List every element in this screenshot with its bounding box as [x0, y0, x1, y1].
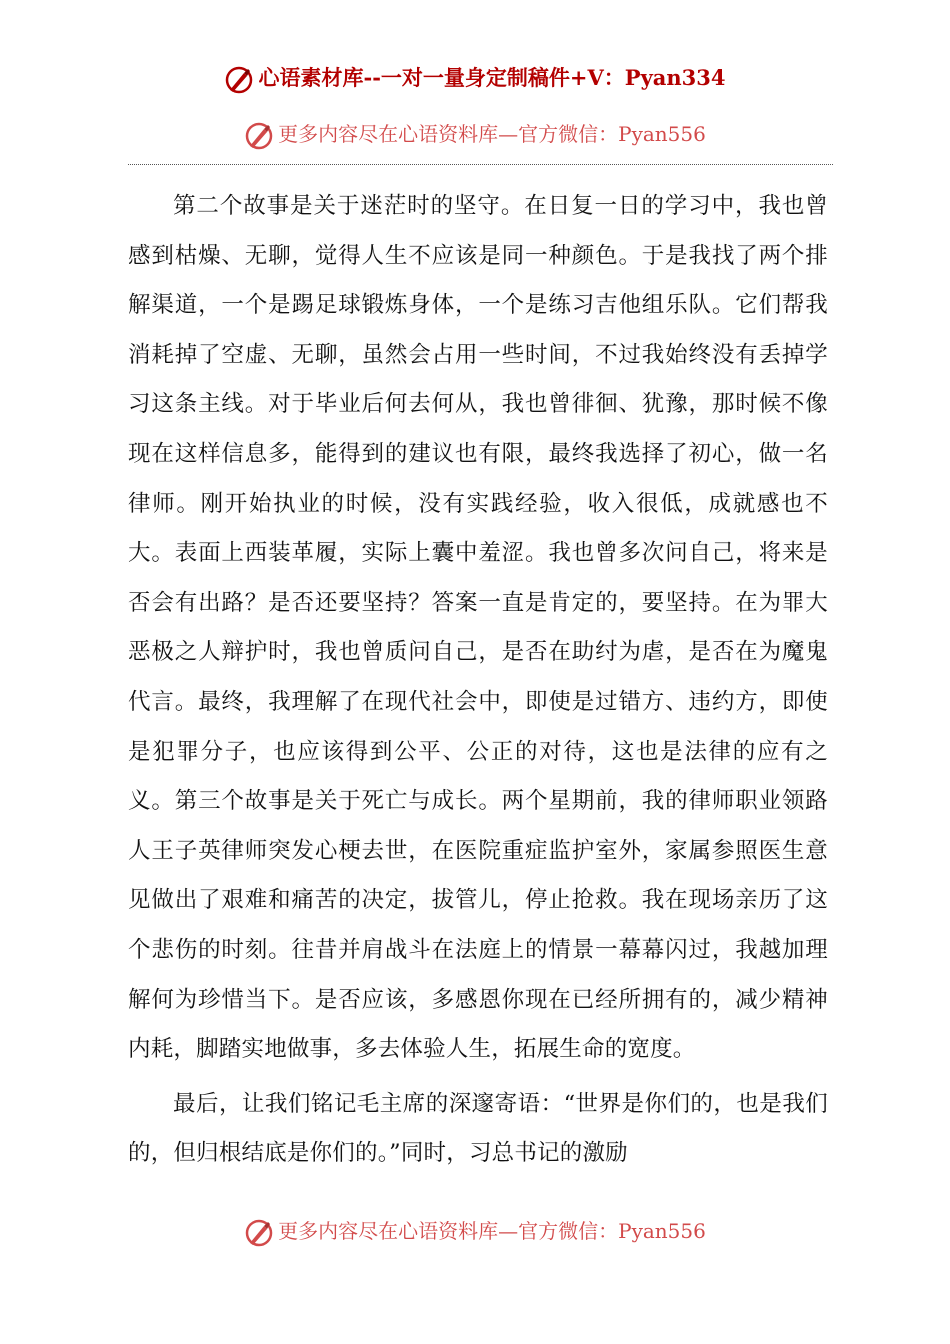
- header-title: 心语素材库--一对一量身定制稿件+V：Pyan334: [258, 65, 726, 90]
- pen-logo-icon: [244, 1218, 274, 1248]
- header-subtitle: 更多内容尽在心语资料库—官方微信：Pyan556: [278, 122, 706, 146]
- body-paragraph: 第二个故事是关于迷茫时的坚守。在日复一日的学习中，我也曾感到枯燥、无聊，觉得人生不应该是同一种颜色。于是我找了两个排解渠道，一个是踢足球锻炼身体，一个是练习吉他组乐队。它们帮我消耗掉了空虚、无聊，虽然会占用一些时间，不过我始终没有丢掉学习这条主线。对于毕业后何去何从，我也曾徘徊、犹豫，那时候不像现在这样信息多，能得到的建议也有限，最终我选择了初心，做一名律师。刚开始执业的时候，没有实践经验，收入很低，成就感也不大。表面上西装革履，实际上囊中羞涩。我也曾多次问自己，将来是否会有出路？是否还要坚持？答案一直是肯定的，要坚持。在为罪大恶极之人辩护时，我也曾质问自己，是否在助纣为虐，是否在为魔鬼代言。最终，我理解了在现代社会中，即使是过错方、违约方，即使是犯罪分子，也应该得到公平、公正的对待，这也是法律的应有之义。第三个故事是关于死亡与成长。两个星期前，我的律师职业领路人王子英律师突发心梗去世，在医院重症监护室外，家属参照医生意见做出了艰难和痛苦的决定，拔管儿，停止抢救。我在现场亲历了这个悲伤的时刻。往昔并肩战斗在法庭上的情景一幕幕闪过，我越加理解何为珍惜当下。是否应该，多感恩你现在已经所拥有的，减少精神内耗，脚踏实地做事，多去体验人生，拓展生命的宽度。: [128, 193, 828, 1063]
- footer-watermark: 更多内容尽在心语资料库—官方微信：Pyan556: [278, 1219, 706, 1243]
- pen-logo-icon: [244, 121, 274, 151]
- body-paragraph: 最后，让我们铭记毛主席的深邃寄语：“世界是你们的，也是我们的，但归根结底是你们的。”同时，习总书记的激励: [128, 1090, 828, 1167]
- header-title-row: [0, 62, 950, 95]
- footer-watermark-row: [0, 1215, 950, 1248]
- header-subtitle-row: [0, 118, 950, 151]
- header-divider: [128, 164, 833, 165]
- pen-logo-icon: [224, 65, 254, 95]
- document-body: [128, 182, 828, 1184]
